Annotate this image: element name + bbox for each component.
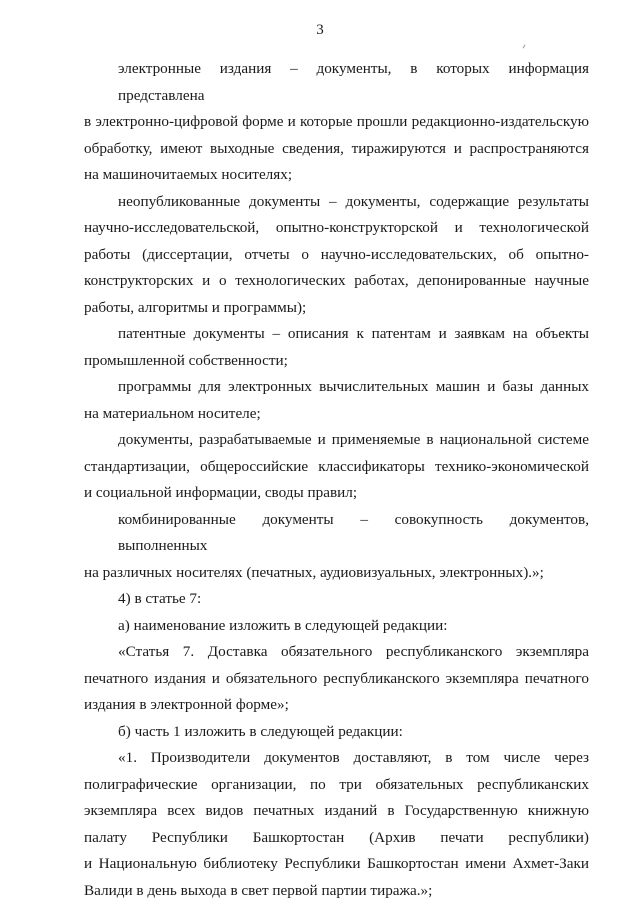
scan-mark (523, 45, 526, 49)
document-body (84, 56, 589, 904)
paragraph (84, 374, 589, 427)
text-line: и социальной информации, своды правил; (84, 484, 358, 501)
paragraph (84, 719, 589, 746)
text-line: неопубликованные документы – документы, содержащие результаты (118, 192, 589, 210)
paragraph (84, 613, 589, 640)
paragraph (84, 189, 589, 322)
text-line: б) часть 1 изложить в следующей редакции: (118, 722, 403, 740)
paragraph (84, 427, 589, 507)
text-line: стандартизации, общероссийские классификаторы технико-экономической (84, 457, 589, 475)
text-line: 4) в статье 7: (118, 590, 202, 607)
text-line: промышленной собственности; (84, 351, 288, 369)
text-line: «1. Производители документов доставляют, в том числе через (118, 749, 589, 766)
text-line: программы для электронных вычислительных машин и базы данных (118, 378, 589, 395)
text-line: на материальном носителе; (84, 404, 261, 422)
paragraph (84, 639, 589, 719)
text-line: и Национальную библиотеку Республики Башкортостан имени Ахмет-Заки (84, 855, 589, 872)
paragraph (84, 321, 589, 374)
text-line: работы (диссертации, отчеты о научно-исследовательских, об опытно- (84, 245, 589, 263)
text-line: электронные издания – документы, в которых информация представлена (118, 60, 589, 104)
page-number: 3 (316, 22, 324, 38)
text-line: на различных носителях (печатных, аудиовизуальных, электронных).»; (84, 563, 544, 581)
text-line: научно-исследовательской, опытно-конструкторской и технологической (84, 219, 589, 236)
text-line: на машиночитаемых носителях; (84, 166, 293, 183)
paragraph (84, 56, 589, 189)
text-line: издания в электронной форме»; (84, 696, 289, 713)
paragraph (84, 586, 589, 613)
text-line: работы, алгоритмы и программы); (84, 298, 307, 316)
text-line: а) наименование изложить в следующей редакции: (118, 616, 448, 634)
text-line: «Статья 7. Доставка обязательного республиканского экземпляра (118, 643, 589, 660)
text-line: Валиди в день выхода в свет первой партии тиража.»; (84, 881, 433, 899)
paragraph (84, 745, 589, 904)
text-line: патентные документы – описания к патентам и заявкам на объекты (118, 325, 589, 342)
text-line: обработку, имеют выходные сведения, тиражируются и распространяются (84, 139, 589, 157)
text-line: полиграфические организации, по три обязательных республиканских (84, 775, 589, 793)
text-line: комбинированные документы – совокупность документов, выполненных (118, 510, 589, 554)
text-line: документы, разрабатываемые и применяемые в национальной системе (118, 431, 589, 448)
text-line: в электронно-цифровой форме и которые прошли редакционно-издательскую (84, 113, 589, 130)
text-line: палату Республики Башкортостан (Архив печати республики) (84, 828, 589, 846)
text-line: печатного издания и обязательного республиканского экземпляра печатного (84, 669, 589, 687)
text-line: экземпляра всех видов печатных изданий в Государственную книжную (84, 802, 589, 819)
text-line: конструкторских и о технологических работах, депонированные научные (84, 272, 589, 289)
paragraph (84, 507, 589, 587)
